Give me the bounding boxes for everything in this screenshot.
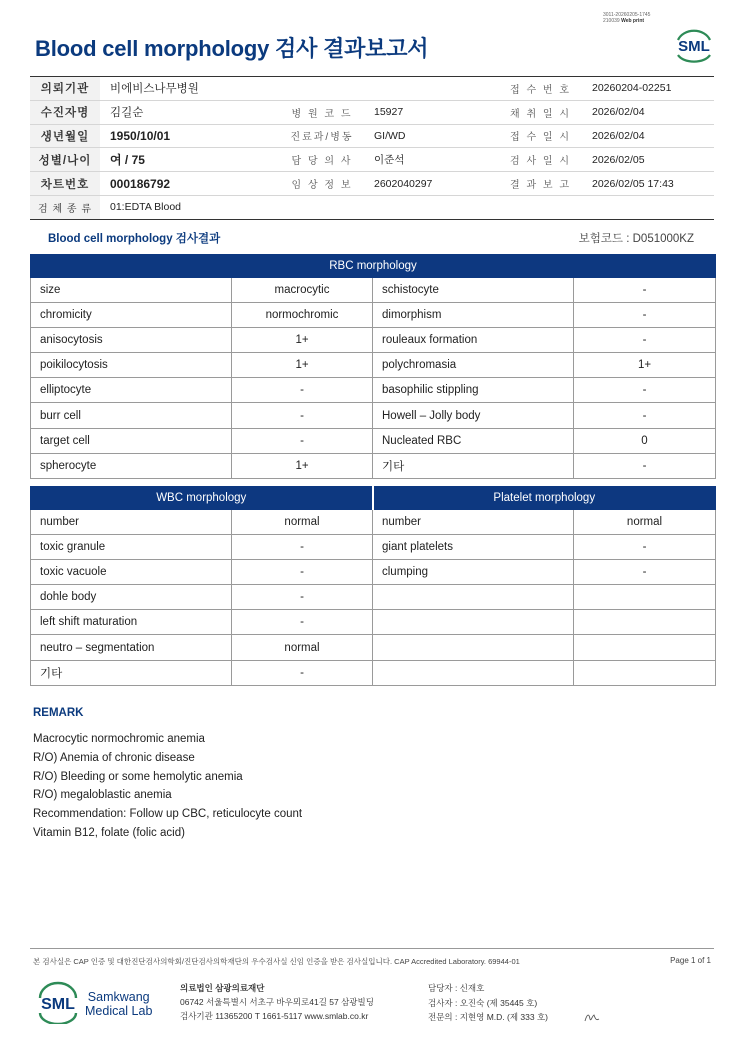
item-name: size [31,278,232,303]
page-title: Blood cell morphology 검사 결과보고서 [35,36,429,61]
remark-title: REMARK [33,707,84,719]
info-label: 검 사 일 시 [499,148,582,172]
info-value: 이준석 [364,148,499,172]
print-id-line1: 3011-20260205-1745 [603,12,651,18]
platelet-header: Platelet morphology [373,487,716,510]
item-name: 기타 [31,660,232,685]
staff-line: 검사자 : 오진숙 (제 35445 호) [428,997,538,1008]
table-row [31,635,716,660]
sml-logo-icon [672,24,716,64]
foundation-contact: 검사기관 11365200 T 1661-5117 www.smlab.co.kr [180,1011,369,1021]
insurance-code: 보험코드 : D051000KZ [578,233,694,245]
item-name: rouleaux formation [373,328,574,353]
item-result [574,585,716,610]
item-name: toxic granule [31,535,232,560]
remark-line: Vitamin B12, folate (folic acid) [33,826,185,839]
lab-name-line2: Medical Lab [85,1004,153,1018]
specimen-value: 01:EDTA Blood [100,195,714,219]
info-label: 임 상 정 보 [280,172,364,196]
item-name: dimorphism [373,303,574,328]
item-result: - [232,378,373,403]
table-row [31,428,716,453]
item-result: - [574,535,716,560]
item-name: polychromasia [373,353,574,378]
item-name: dohle body [31,585,232,610]
table-row [31,403,716,428]
lab-name [85,990,152,1018]
item-name: neutro – segmentation [31,635,232,660]
info-value: 2026/02/04 [582,100,714,124]
item-result: - [574,378,716,403]
item-result: macrocytic [232,278,373,303]
item-name: burr cell [31,403,232,428]
table-row [31,303,716,328]
item-name: target cell [31,428,232,453]
table-row [31,560,716,585]
page-number: Page 1 of 1 [670,956,711,965]
item-result: 1+ [574,353,716,378]
item-name [373,660,574,685]
specimen-label: 검 체 종 류 [30,195,100,219]
info-row [30,172,714,196]
info-label: 수진자명 [30,100,100,124]
rbc-morphology-table [30,254,716,479]
staff-line: 담당자 : 신재호 [428,983,485,993]
staff-line: 전문의 : 지현영 M.D. (제 333 호) [428,1012,549,1022]
item-name: spherocyte [31,453,232,478]
info-row [30,195,714,219]
table-row [31,660,716,685]
info-label: 성별/나이 [30,148,100,172]
logo-text: SML [678,38,710,55]
info-label: 병 원 코 드 [280,100,364,124]
item-result [574,610,716,635]
item-name: schistocyte [373,278,574,303]
info-value: 1950/10/01 [100,124,280,148]
table-row [31,278,716,303]
table-row [31,585,716,610]
item-result: 1+ [232,353,373,378]
foundation-info [180,981,374,1023]
table-row [31,328,716,353]
info-row [30,148,714,172]
print-id [603,12,683,24]
print-id-number: 210039 [603,18,620,24]
table-row [31,353,716,378]
item-name [373,610,574,635]
item-name: giant platelets [373,535,574,560]
remark-line: R/O) megaloblastic anemia [33,789,172,802]
item-result: - [232,403,373,428]
item-name: 기타 [373,453,574,478]
info-label: 결 과 보 고 [499,172,582,196]
lab-name-line1: Samkwang [87,990,150,1004]
item-name: clumping [373,560,574,585]
item-name: anisocytosis [31,328,232,353]
item-name: number [373,510,574,535]
info-value: 여 / 75 [100,148,280,172]
info-label: 채 취 일 시 [499,100,582,124]
item-result: - [232,535,373,560]
item-result: - [232,560,373,585]
accreditation-note: 본 검사실은 CAP 인증 및 대한진단검사의학회/진단검사의학재단의 우수검사실 신임 인증을 받은 검사실입니다. CAP Accredited Laboratory. 69944-01 [33,957,520,966]
info-value: 김길순 [100,100,280,124]
foundation-address: 06742 서울특별시 서초구 바우뫼로41길 57 삼광빌딩 [180,997,374,1007]
item-result: - [232,660,373,685]
item-result [574,660,716,685]
table-row [31,535,716,560]
logo-text: SML [41,996,75,1013]
info-value: 20260204-02251 [582,77,714,101]
item-result: - [232,585,373,610]
wbc-platelet-morphology-table [30,486,716,686]
foundation-name: 의료법인 삼광의료재단 [180,983,265,993]
item-result [574,635,716,660]
info-row [30,77,714,101]
sml-logo-icon [35,980,81,1024]
item-name: elliptocyte [31,378,232,403]
remark-line: Macrocytic normochromic anemia [33,733,205,745]
info-value: 000186792 [100,172,280,196]
table-row [31,610,716,635]
info-label: 담 당 의 사 [280,148,364,172]
info-value: 2602040297 [364,172,499,196]
signature-icon [583,1010,601,1024]
remark-line: Recommendation: Follow up CBC, reticulocyte count [33,808,303,821]
item-result: - [232,610,373,635]
item-result: normal [232,635,373,660]
item-result: - [232,428,373,453]
info-label: 생년월일 [30,124,100,148]
item-result: - [574,403,716,428]
info-label: 접 수 번 호 [499,77,582,101]
remark-body [33,730,302,843]
item-name: chromicity [31,303,232,328]
item-name [373,635,574,660]
item-result: - [574,328,716,353]
wbc-header: WBC morphology [31,487,373,510]
info-value: 2026/02/05 [582,148,714,172]
info-row [30,124,714,148]
item-name [373,585,574,610]
info-value: 15927 [364,100,499,124]
item-result: - [574,303,716,328]
footer-divider [30,948,714,949]
item-result: normal [232,510,373,535]
item-name: poikilocytosis [31,353,232,378]
info-value: GI/WD [364,124,499,148]
item-name: number [31,510,232,535]
info-value [364,77,499,101]
table-row [31,378,716,403]
item-result: - [574,278,716,303]
item-result: normochromic [232,303,373,328]
info-value: 비에비스나무병원 [100,77,280,101]
item-name: toxic vacuole [31,560,232,585]
item-name: Howell – Jolly body [373,403,574,428]
item-result: normal [574,510,716,535]
item-name: Nucleated RBC [373,428,574,453]
staff-info [428,981,548,1025]
remark-line: R/O) Anemia of chronic disease [33,751,195,764]
info-value: 2026/02/04 [582,124,714,148]
item-result: 1+ [232,453,373,478]
info-label: 접 수 일 시 [499,124,582,148]
web-print-label: Web print [621,18,645,24]
item-name: left shift maturation [31,610,232,635]
info-label: 차트번호 [30,172,100,196]
table-row [31,453,716,478]
table-row [31,510,716,535]
rbc-header: RBC morphology [31,255,716,278]
info-value: 2026/02/05 17:43 [582,172,714,196]
item-result: - [574,453,716,478]
item-name: basophilic stippling [373,378,574,403]
info-label: 의뢰기관 [30,77,100,101]
result-section-title: Blood cell morphology 검사결과 [48,233,221,245]
info-label: 진료과/병동 [280,124,364,148]
info-row [30,100,714,124]
item-result: 0 [574,428,716,453]
item-result: 1+ [232,328,373,353]
remark-line: R/O) Bleeding or some hemolytic anemia [33,770,243,783]
info-label [280,77,364,101]
item-result: - [574,560,716,585]
patient-info-table [30,76,714,220]
